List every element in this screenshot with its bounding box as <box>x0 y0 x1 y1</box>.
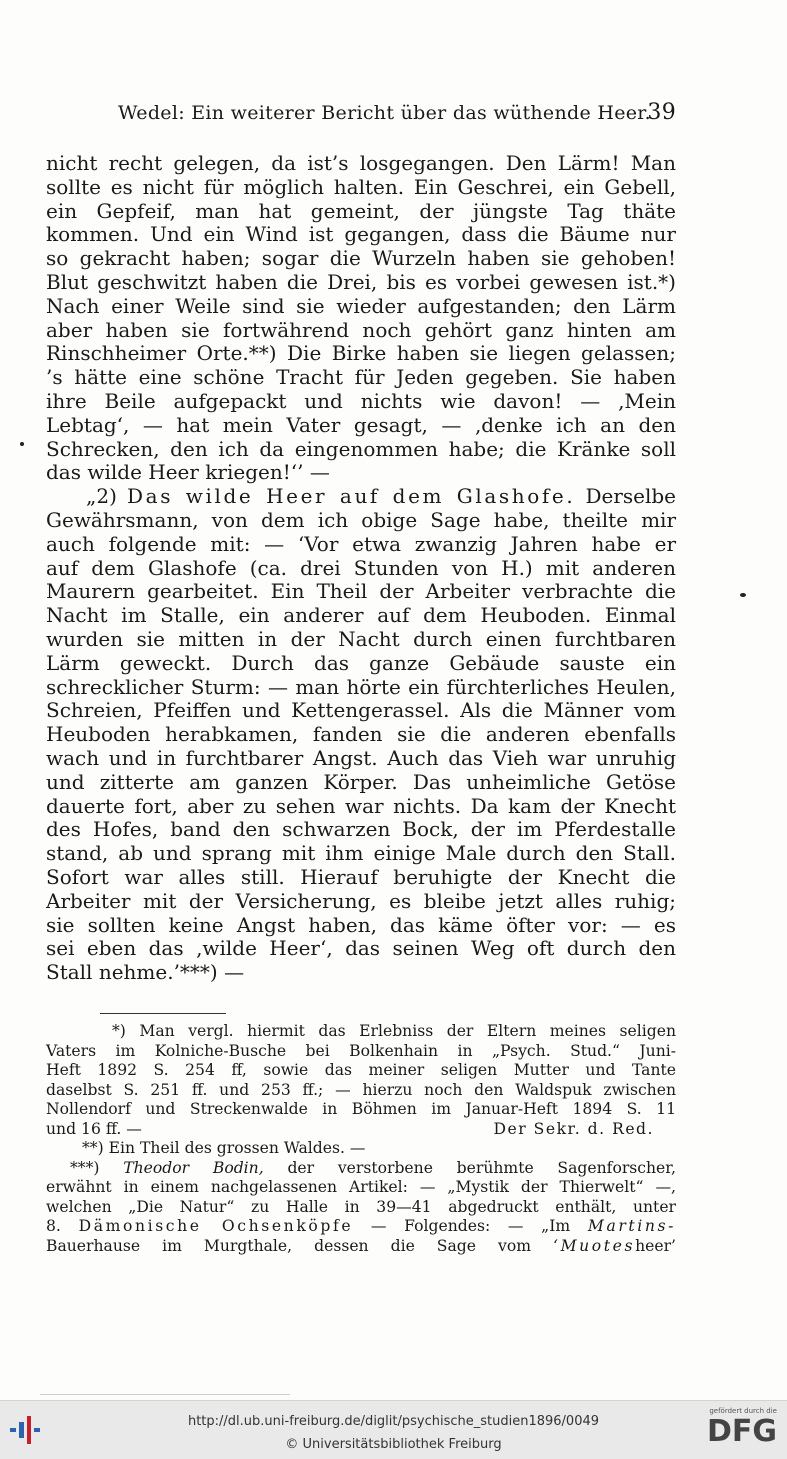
text-line: sei eben das ‚wilde Heer‘, das seinen Weg oft durch den <box>46 936 676 961</box>
footnote-rule <box>100 1013 226 1014</box>
footnote-text: und 16 ff. — <box>46 1119 142 1138</box>
section-heading-rest: Derselbe <box>585 484 677 509</box>
footnote-line <box>46 1217 676 1237</box>
footnote-text: der verstorbene berühmte Sagenforscher, <box>287 1158 676 1177</box>
copyright-notice: © Universitätsbibliothek Freiburg <box>285 1437 502 1452</box>
footnote-text: — Folgendes: — „Im <box>370 1217 571 1235</box>
text-line: Rinschheimer Orte.**) Die Birke haben sie liegen gelassen; <box>46 341 676 366</box>
footnote-line <box>46 1159 676 1179</box>
text-line: wurden sie mitten in der Nacht durch einen furchtbaren <box>46 626 676 651</box>
text-line: Blut geschwitzt haben die Drei, bis es vorbei gewesen ist.*) <box>46 269 676 294</box>
footnotes <box>46 1022 676 1256</box>
text-line: ’s hätte eine schöne Tracht für Jeden gegeben. Sie haben <box>46 365 676 390</box>
text-line: ihre Beile aufgepackt und nichts wie davon! — ‚Mein <box>46 388 676 413</box>
text-line: auf dem Glashofe (ca. drei Stunden von H.) mit anderen <box>46 555 676 580</box>
text-line: dauerte fort, aber zu sehen war nichts. Da kam der Knecht <box>46 793 676 818</box>
scan-edge-line <box>40 1394 290 1395</box>
text-line: Stall nehme.’***) — <box>46 960 245 985</box>
text-line: Sofort war alles still. Hierauf beruhigte der Knecht die <box>46 864 676 889</box>
footnote-line: erwähnt in einem nachgelassenen Artikel: — „Mystik der Thierwelt“ —, <box>46 1178 676 1196</box>
dfg-caption: gefördert durch die <box>709 1407 777 1415</box>
text-line: ein Gepfeif, man hat gemeint, der jüngste Tag thäte <box>46 198 676 223</box>
text-line: wach und in furchtbarer Angst. Auch das Vieh war unruhig <box>46 745 676 770</box>
footnote-line: welchen „Die Natur“ zu Halle in 39—41 abgedruckt enthält, unter <box>46 1197 676 1216</box>
text-line: stand, ab und sprang mit ihm einige Male durch den Stall. <box>46 841 676 866</box>
section-heading-line <box>46 485 676 509</box>
section-number: „2) <box>86 484 117 509</box>
page-number: 39 <box>647 100 676 125</box>
text-line: sie sollten keine Angst haben, das käme öfter vor: — es <box>46 912 676 937</box>
text-line: schrecklicher Sturm: — man hörte ein fürchterliches Heulen, <box>46 674 676 699</box>
text-line: Lärm geweckt. Durch das ganze Gebäude sauste ein <box>46 650 676 675</box>
text-line: Arbeiter mit der Versicherung, es bleibe jetzt alles ruhig; <box>46 888 676 913</box>
footnote-line <box>46 1120 676 1140</box>
footnote-line: daselbst S. 251 ff. und 253 ff.; — hierzu noch den Waldspuk zwischen <box>46 1080 676 1099</box>
text-line: das wilde Heer kriegen!‘’ — <box>46 460 330 485</box>
text-line: kommen. Und ein Wind ist gegangen, dass die Bäume nur <box>46 222 676 247</box>
footnote-line: Nollendorf und Streckenwalde in Böhmen im Januar-Heft 1894 S. 11 <box>46 1100 676 1118</box>
text-line: Maurern gearbeitet. Ein Theil der Arbeiter verbrachte die <box>46 579 676 604</box>
text-line: auch folgende mit: — ‘Vor etwa zwanzig Jahren habe er <box>46 531 676 556</box>
text-line: Heuboden herabkamen, fanden sie die anderen ebenfalls <box>46 722 676 747</box>
footnote-line: **) Ein Theil des grossen Waldes. — <box>82 1139 366 1157</box>
document-url-link[interactable]: http://dl.ub.uni-freiburg.de/diglit/psychische_studien1896/0049 <box>187 1414 600 1429</box>
footnote-text: Bauerhause im Murgthale, dessen die Sage vom <box>46 1236 531 1255</box>
margin-mark <box>20 442 24 446</box>
text-line: nicht recht gelegen, da ist’s losgegangen. Den Lärm! Man <box>46 151 676 175</box>
margin-mark <box>740 593 746 597</box>
footnote-text: heer’ <box>635 1236 676 1255</box>
footnote-quote <box>553 1237 676 1255</box>
section-heading: Das wilde Heer auf dem Glashofe. <box>127 484 576 509</box>
body-text <box>46 152 676 985</box>
text-line: des Hofes, band den schwarzen Bock, der im Pferdestalle <box>46 817 676 842</box>
dfg-logo[interactable]: DFG <box>706 1414 777 1449</box>
footnote-text: 8. <box>46 1217 61 1235</box>
footnote-italic: Martins- <box>587 1217 676 1235</box>
text-line: Nach einer Weile sind sie wieder aufgestanden; den Lärm <box>46 293 676 318</box>
text-line: sollte es nicht für möglich halten. Ein Geschrei, ein Gebell, <box>46 174 676 199</box>
running-head <box>46 102 676 132</box>
text-line: Lebtag‘, — hat mein Vater gesagt, — ‚denke ich an den <box>46 412 676 437</box>
viewer-footer <box>0 1400 787 1459</box>
footnote-marker: ***) <box>70 1158 100 1177</box>
text-line: Nacht im Stalle, ein anderer auf dem Heuboden. Einmal <box>46 603 676 628</box>
footnote-line: Vaters im Kolniche-Busche bei Bolkenhain in „Psych. Stud.“ Juni- <box>46 1041 676 1060</box>
text-line: Schrecken, den ich da eingenommen habe; die Kränke soll <box>46 436 676 461</box>
footnote-spaced-title: Dämonische Ochsenköpfe <box>78 1217 354 1235</box>
footnote-line <box>46 1237 676 1257</box>
text-line: aber haben sie fortwährend noch gehört ganz hinten am <box>46 317 676 342</box>
text-line: Gewährsmann, von dem ich obige Sage habe, theilte mir <box>46 507 676 532</box>
text-line: Schreien, Pfeiffen und Kettengerassel. Als die Männer vom <box>46 698 676 723</box>
footnote-line: *) Man vergl. hiermit das Erlebniss der Eltern meines seligen <box>112 1022 676 1040</box>
text-line: so gekracht haben; sogar die Wurzeln haben sie gehoben! <box>46 246 676 271</box>
editor-signature: Der Sekr. d. Red. <box>493 1119 654 1138</box>
footnote-line: Heft 1892 S. 254 ff, sowie das meiner seligen Mutter und Tante <box>46 1061 676 1079</box>
running-title: Wedel: Ein weiterer Bericht über das wüthende Heer. <box>118 102 651 124</box>
footnote-italic: ‘Muotes <box>553 1236 636 1255</box>
footnote-author: Theodor Bodin, <box>123 1158 264 1177</box>
text-line: und zitterte am ganzen Körper. Das unheimliche Getöse <box>46 769 676 794</box>
